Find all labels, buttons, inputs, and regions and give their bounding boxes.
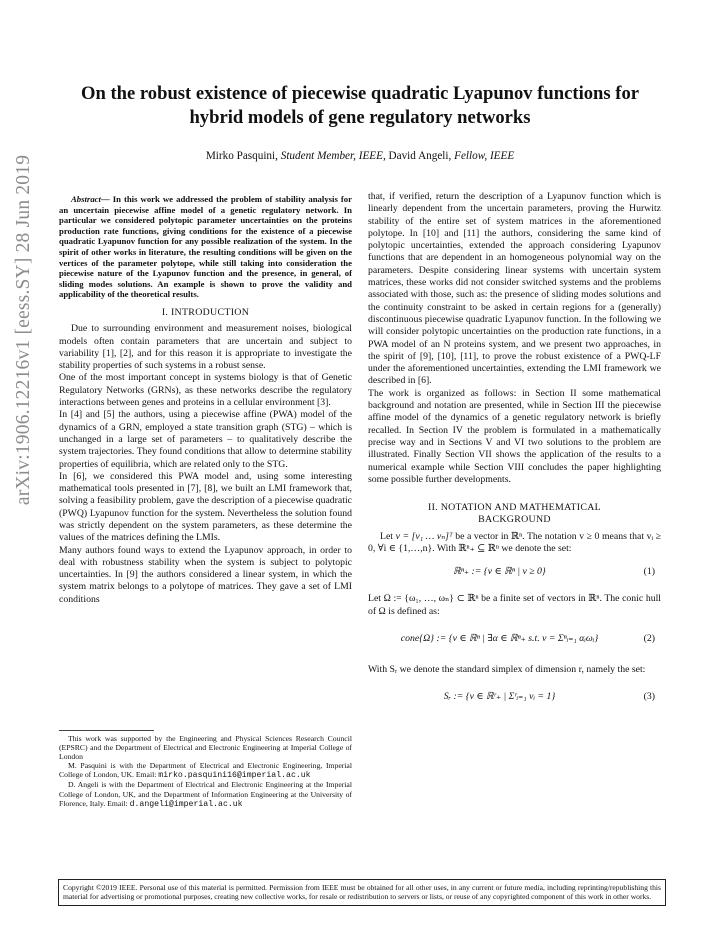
- notation-paragraph-3: With Sᵣ we denote the standard simplex of dimension r, namely the set:: [368, 663, 646, 675]
- intro-paragraph-2: One of the most important concept in systems biology is that of Genetic Regulatory Networks (GRNs), as these networks describe the regulatory interactions between genes and proteins in a cellular environment [3].: [59, 372, 352, 409]
- arxiv-id: arXiv:1906.12216v1 [eess.SY] 28 Jun 2019: [13, 154, 34, 506]
- vector-definition: v = [v₁ … vₙ]ᵀ: [395, 530, 453, 542]
- author-2-role: Fellow, IEEE: [454, 150, 515, 162]
- title-line-2: hybrid models of gene regulatory networks: [189, 107, 531, 128]
- section-heading-notation-line-2: BACKGROUND: [478, 514, 551, 526]
- footnote-author-2-text: D. Angeli is with the Department of Electrical and Electronic Engineering at the Imperial College of London, UK, and the Department of Information Engineering at the University of Florence, Italy. Email:: [59, 780, 352, 808]
- equation-2-body: cone{Ω} := {v ∈ ℝⁿ | ∃α ∈ ℝⁿ₊ s.t. v = Σⁿᵢ₌₁ αᵢωᵢ}: [400, 632, 599, 644]
- abstract-lead: Abstract: [71, 194, 101, 204]
- notation-paragraph-1: [368, 531, 661, 556]
- intro-paragraph-4: In [6], we considered this PWA model and, using some interesting mathematical tools presented in [7], [8], we built an LMI framework that, solving a feasibility problem, gave the description of a piecewise quadratic (PWQ) Lyapunov function for the system. Nevertheless the solution found was strictly dependent on the system parameters, as these determine the values of the matrices defining the LMIs.: [59, 470, 352, 544]
- author-1: Mirko Pasquini,: [205, 150, 278, 162]
- notation-p1-pre: Let: [380, 530, 393, 542]
- section-heading-notation: [368, 502, 661, 527]
- equation-3: [368, 688, 661, 710]
- author-1-role: Student Member, IEEE,: [280, 150, 386, 162]
- abstract-text: — In this work we addressed the problem of stability analysis for an uncertain piecewise affine model of a genetic regulatory network. In particular we considered polytopic parameter uncertainties on the proteins production rate functions, giving conditions for the existence of a piecewise quadratic Lyapunov function for any possible realization of the system. In the spirit of other works in literature, the resulting conditions will be given on the vertices of the parameter polytope, while still taking into consideration the piecewise nature of the Lyapunov function and the presence, in general, of sliding modes solutions. An example is shown to prove the validity and applicability of the theoretical results.: [59, 194, 352, 300]
- intro-paragraph-3: In [4] and [5] the authors, using a piecewise affine (PWA) model of the dynamics of a GRN, employed a state transition graph (STG) – which is unchanged in a large set of parameters – to qualitatively describe the system trajectories. They found conditions that allow to determine stability properties of equilibria, which are related only to the STG.: [59, 409, 352, 470]
- equation-1-number: (1): [643, 566, 655, 578]
- email-link-2[interactable]: d.angeli@imperial.ac.uk: [129, 799, 243, 809]
- notation-p1-post: be a vector in ℝⁿ. The notation v ≥ 0 means that vᵢ ≥ 0, ∀i ∈ {1,…,n}. With ℝⁿ₊ ⊆ ℝⁿ we denote the set:: [368, 530, 661, 555]
- author-line: [60, 150, 660, 162]
- intro-paragraph-7: The work is organized as follows: in Section II some mathematical background and notation are presented, while in Section III the piecewise affine model of the dynamics of a genetic regulatory network is briefly recalled. In Section IV the problem is formulated in a mathematically precise way and in Sections V and VI two solutions to the problem are illustrated. Finally Section VII shows the application of the results to a numerical example while Section VIII concludes the paper highlighting some possible further developments.: [368, 387, 661, 485]
- equation-1: [368, 563, 661, 585]
- title-line-1: On the robust existence of piecewise quadratic Lyapunov functions for: [81, 83, 639, 104]
- intro-paragraph-6: that, if verified, return the description of a Lyapunov function which is linearly dependent from the uncertain parameters, proving the Hurwitz stability of the entire set of system matrices in the aforementioned polytope. In [10] and [11] the authors, considering the same kind of polytopic uncertainties, extended the approach considering Lyapunov functions that are dependent in an homogeneous polynomial way on the parameters. Despite considering linear systems with uncertain system matrices, these works did not consider switched systems and the problems associated with those, such as: the presence of sliding modes solutions and the continuity constraint to be asked in certain regions for a (generally) discontinuous piecewise quadratic Lyapunov function. In the following we will consider polytopic uncertainties on the production rate functions, in a PWA model of an N proteins system, and we present two approaches, in the spirit of [9], [10], [11], to prove the robust existence of a PWQ-LF under the aforementioned uncertainties, extending the LMI framework we described in [6].: [368, 191, 661, 387]
- equation-3-body: Sᵣ := {v ∈ ℝʳ₊ | Σʳᵢ₌₁ vᵢ = 1}: [443, 691, 556, 703]
- intro-paragraph-1: Due to surrounding environment and measurement noises, biological models often contain parameters that are uncertain and subject to variability [1], [2], and for this reason it is appropriate to investigate the stability properties of such systems in a robust sense.: [59, 323, 352, 372]
- equation-2-number: (2): [643, 632, 655, 644]
- left-column: [59, 194, 352, 606]
- author-2: David Angeli,: [388, 150, 452, 162]
- paper-title: [50, 82, 670, 130]
- footnotes: [59, 730, 352, 809]
- equation-1-body: ℝⁿ₊ := {v ∈ ℝⁿ | v ≥ 0}: [453, 566, 546, 578]
- footnote-author-2: [59, 780, 352, 808]
- copyright-notice: Copyright ©2019 IEEE. Personal use of this material is permitted. Permission from IEEE must be obtained for all other uses, in any current or future media, including reprinting/republishing this material for advertising or promotional purposes, creating new collective works, for resale or redistribution to servers or lists, or reuse of any copyrighted component of this work in other works.: [58, 879, 666, 906]
- email-link-1[interactable]: mirko.pasquini16@imperial.ac.uk: [158, 771, 311, 781]
- footnote-rule: [59, 730, 154, 731]
- equation-3-number: (3): [643, 691, 655, 703]
- notation-paragraph-2: Let Ω := {ω₁, …, ωₙ} ⊂ ℝⁿ be a finite set of vectors in ℝⁿ. The conic hull of Ω is defined as:: [368, 593, 661, 617]
- section-heading-introduction: I. INTRODUCTION: [161, 306, 250, 318]
- footnote-author-1-text: M. Pasquini is with the Department of Electrical and Electronic Engineering, Imperial College of London, UK. Email:: [59, 761, 352, 780]
- intro-paragraph-5: Many authors found ways to extend the Lyapunov approach, in order to deal with robustness stability when the system is subject to polytopic uncertainties. In [9] the authors considered a linear system, in which the system matrix belongs to a polytope of matrices. They gave a set of LMI conditions: [59, 544, 352, 605]
- abstract: [59, 194, 352, 300]
- footnote-author-1: [59, 761, 352, 780]
- section-heading-notation-line-1: II. NOTATION AND MATHEMATICAL: [427, 502, 602, 514]
- footnote-funding: This work was supported by the Engineering and Physical Sciences Research Council (EPSRC) and the Department of Electrical and Electronic Engineering at Imperial College of London: [59, 734, 352, 762]
- equation-2: [368, 630, 661, 652]
- arxiv-sidebar-stamp: [9, 20, 39, 640]
- right-column: [368, 191, 661, 722]
